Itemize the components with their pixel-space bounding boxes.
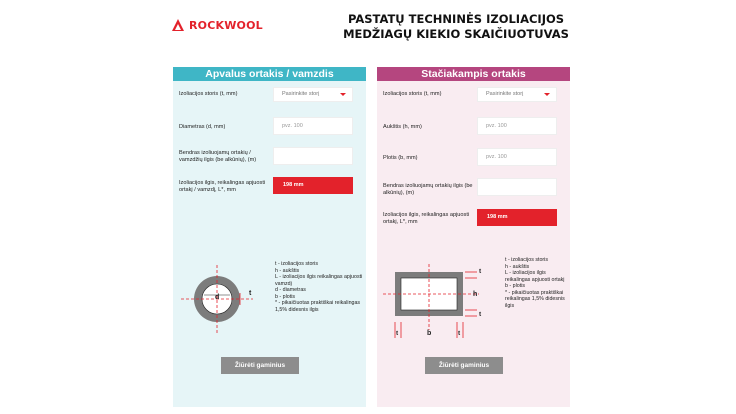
left-thickness-label: Izoliacijos storis (t, mm): [179, 91, 238, 97]
right-length-input[interactable]: [477, 178, 557, 196]
rockwool-mark-icon: [171, 18, 185, 32]
title-line-2: MEDŽIAGŲ KIEKIO SKAIČIUOTUVAS: [343, 27, 569, 41]
diagram-t-bottom-label: t: [479, 311, 482, 318]
page-title: [318, 12, 594, 42]
right-view-products-button[interactable]: Žiūrėti gaminius: [425, 357, 503, 374]
right-thickness-select[interactable]: [477, 87, 557, 102]
chevron-down-icon: [544, 93, 550, 96]
chevron-down-icon: [340, 93, 346, 96]
diagram-t-top-label: t: [479, 268, 482, 275]
round-duct-panel: [173, 67, 366, 407]
width-input[interactable]: [477, 148, 557, 166]
left-thickness-select[interactable]: [273, 87, 353, 102]
left-result-value: 198 mm: [273, 177, 353, 194]
left-length-input[interactable]: [273, 147, 353, 165]
diagram-t-left-label: t: [396, 330, 399, 337]
diameter-placeholder: pvz. 100: [282, 123, 303, 129]
rect-duct-panel: [377, 67, 570, 407]
round-duct-heading: Apvalus ortakis / vamzdis: [173, 67, 366, 81]
title-line-1: PASTATŲ TECHNINĖS IZOLIACIJOS: [347, 12, 565, 26]
right-result-value: 198 mm: [477, 209, 557, 226]
height-placeholder: pvz. 100: [486, 123, 507, 129]
left-view-products-button[interactable]: Žiūrėti gaminius: [221, 357, 299, 374]
left-legend: t - izoliacijos storis h - aukštis L - izoliacijos ilgis reikalingas apjuosti vamzdį d - diametras b - plotis * - pikaičiuotas praktiškai reikalingas 1,5% didesnis ilgis: [275, 261, 363, 313]
left-thickness-placeholder: Pasirinkite storį: [282, 91, 320, 97]
width-placeholder: pvz. 100: [486, 154, 507, 160]
diagram-d-label: d: [215, 294, 220, 301]
brand-name: ROCKWOOL: [189, 18, 263, 32]
right-result-label: Izoliacijos ilgis, reikalingas apjuosti ortakį, L*, mm: [383, 212, 470, 225]
rect-duct-heading: Stačiakampis ortakis: [377, 67, 570, 81]
rect-duct-diagram: [379, 262, 484, 347]
right-legend: t - izoliacijos storis h - aukštis L - izoliacijos ilgis reikalingas apjuosti ortakį b - plotis * - pikaičiuotas praktiškai reikalingas 1,5% didesnis ilgis: [505, 257, 565, 309]
diagram-t-label: t: [249, 290, 252, 297]
diagram-h-label: h: [473, 291, 478, 298]
rockwool-logo: [171, 18, 263, 32]
left-length-label: Bendras izoliuojamų ortakių / vamzdžių ilgis (be alkūnių), (m): [179, 150, 257, 163]
height-label: Aukštis (h, mm): [383, 124, 422, 130]
diameter-label: Diametras (d, mm): [179, 124, 226, 130]
diagram-b-label: b: [427, 330, 432, 337]
diagram-t-right-label: t: [458, 330, 461, 337]
right-thickness-label: Izoliacijos storis (t, mm): [383, 91, 442, 97]
right-length-label: Bendras izoliuojamų ortakių ilgis (be alkūnių), (m): [383, 183, 473, 196]
diameter-input[interactable]: [273, 117, 353, 135]
right-thickness-placeholder: Pasirinkite storį: [486, 91, 524, 97]
width-label: Plotis (b, mm): [383, 155, 418, 161]
height-input[interactable]: [477, 117, 557, 135]
left-result-label: Izoliacijos ilgis, reikalingas apjuosti ortakį / vamzdį, L*, mm: [179, 180, 266, 193]
